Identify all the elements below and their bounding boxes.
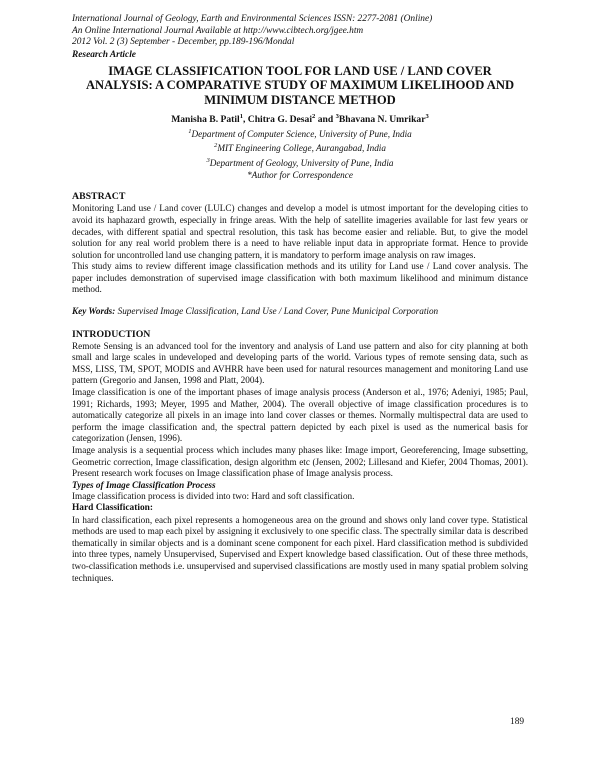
journal-line: International Journal of Geology, Earth and Environmental Sciences ISSN: 2277-2081 (Online) [72, 14, 433, 24]
affiliation-text: Department of Computer Science, University of Pune, India [191, 128, 412, 139]
affiliation-sup: 2 [214, 142, 218, 150]
abstract-paragraph: This study aims to review different image classification methods and its utility for Land use / Land cover analysis. The paper includes demonstration of supervised image classification with both maximum likelihood and minimum distance method. [72, 261, 528, 295]
author-separator: , [242, 113, 248, 125]
paper-page [72, 14, 528, 584]
author-sup: 3 [425, 112, 429, 120]
author-list [72, 111, 528, 126]
hard-heading-colon: : [149, 502, 153, 513]
article-type: Research Article [72, 49, 136, 60]
paper-title: IMAGE CLASSIFICATION TOOL FOR LAND USE / LAND COVER ANALYSIS: A COMPARATIVE STUDY OF MAXIMUM LIKELIHOOD AND MINIMUM DISTANCE METHOD [85, 63, 515, 107]
issue-line: 2012 Vol. 2 (3) September - December, pp.189-196/Mondal [72, 37, 295, 48]
types-subheading: Types of Image Classification Process [72, 479, 216, 490]
affiliation [72, 155, 528, 170]
journal-web-line: An Online International Journal Available at http://www.cibtech.org/jgee.htm [72, 25, 364, 36]
hard-classification-paragraph: In hard classification, each pixel represents a homogeneous area on the ground and shows only land cover type. Statistical methods are used to map each pixel by assigning it exclusively to one specific class. The spectrally similar data is described thematically in similar objects and is a dominant scene component for each pixel. Hard classification method is subdivided into three types, namely Unsupervised, Supervised and Expert knowledge based classification. Out of these three methods, two-classification methods i.e. unsupervised and supervised classifications are mostly used in many spatial problem solving techniques. [72, 514, 528, 583]
hard-heading-text: Hard Classification [72, 502, 150, 513]
keywords [72, 306, 528, 318]
introduction-body [72, 341, 528, 584]
affiliation [72, 126, 528, 141]
abstract-heading: ABSTRACT [72, 191, 126, 203]
author-sup: 2 [312, 112, 316, 120]
abstract-paragraph: Monitoring Land use / Land cover (LULC) changes and develop a model is utmost important for the developing cities to avoid its haphazard growth, especially in fringe areas. With the help of satellite imageries available for last few years or decades, with different spatial and spectral resolution, this task has become easier and reliable. But, to give the model solution for any real world problem there is a need to have reliable input data in appropriate format. Hence to provide solution for uncontrolled land use changing pattern, it is mandatory to perform image analysis on raw images. [72, 203, 528, 260]
affiliation-sup: 1 [188, 127, 192, 135]
author-sup: 1 [239, 112, 243, 120]
affiliation [72, 140, 528, 155]
author-name: Chitra G. Desai [247, 113, 313, 125]
affiliation-text: MIT Engineering College, Aurangabad, India [217, 143, 386, 154]
keywords-label: Key Words: [72, 306, 116, 317]
affiliation-text: Department of Geology, University of Pune, India [209, 158, 394, 169]
author-sup: 3 [335, 112, 339, 120]
author-name: Bhavana N. Umrikar [338, 113, 426, 125]
hard-classification-subheading [72, 503, 528, 515]
author-separator: and [315, 113, 336, 125]
intro-paragraph: Image classification is one of the important phases of image analysis process (Anderson et al., 1976; Adeniyi, 1985; Paul, 1991; Richards, 1993; Meyer, 1995 and Mather, 2004). The overall objective of image classification procedures is to automatically categorize all pixels in an image into land cover classes or themes. Normally multispectral data are used to perform the image classification and, the spectral pattern depicted by each pixel is used as the numerical basis for categorization (Jensen, 1996). [72, 387, 528, 444]
abstract-body [72, 203, 528, 296]
affiliation-sup: 3 [206, 157, 210, 165]
correspondence-note: *Author for Correspondence [247, 169, 353, 180]
keywords-text: Supervised Image Classification, Land Use / Land Cover, Pune Municipal Corporation [115, 306, 439, 317]
introduction-heading: INTRODUCTION [72, 328, 151, 340]
types-paragraph: Image classification process is divided into two: Hard and soft classification. [72, 491, 355, 502]
intro-paragraph: Remote Sensing is an advanced tool for the inventory and analysis of Land use pattern and also for city planning at both small and large scales in undeveloped and developing parts of the world. Various types of remote sensing data, such as MSS, LISS, TM, SPOT, MODIS and AVHRR have been used for natural resources management and monitoring Land use pattern (Gregorio and Jansen, 1998 and Platt, 2004). [72, 340, 528, 386]
intro-paragraph: Image analysis is a sequential process which includes many phases like: Image import, Georeferencing, Image subsetting, Geometric correction, Image classification, design algorithm etc (Jensen, 2002; Lillesand and Kiefer, 2004 Thomas, 2001). Present research work focuses on Image classification phase of Image analysis process. [72, 445, 528, 479]
author-name: Manisha B. Patil [171, 113, 240, 125]
page-number: 189 [510, 717, 525, 727]
